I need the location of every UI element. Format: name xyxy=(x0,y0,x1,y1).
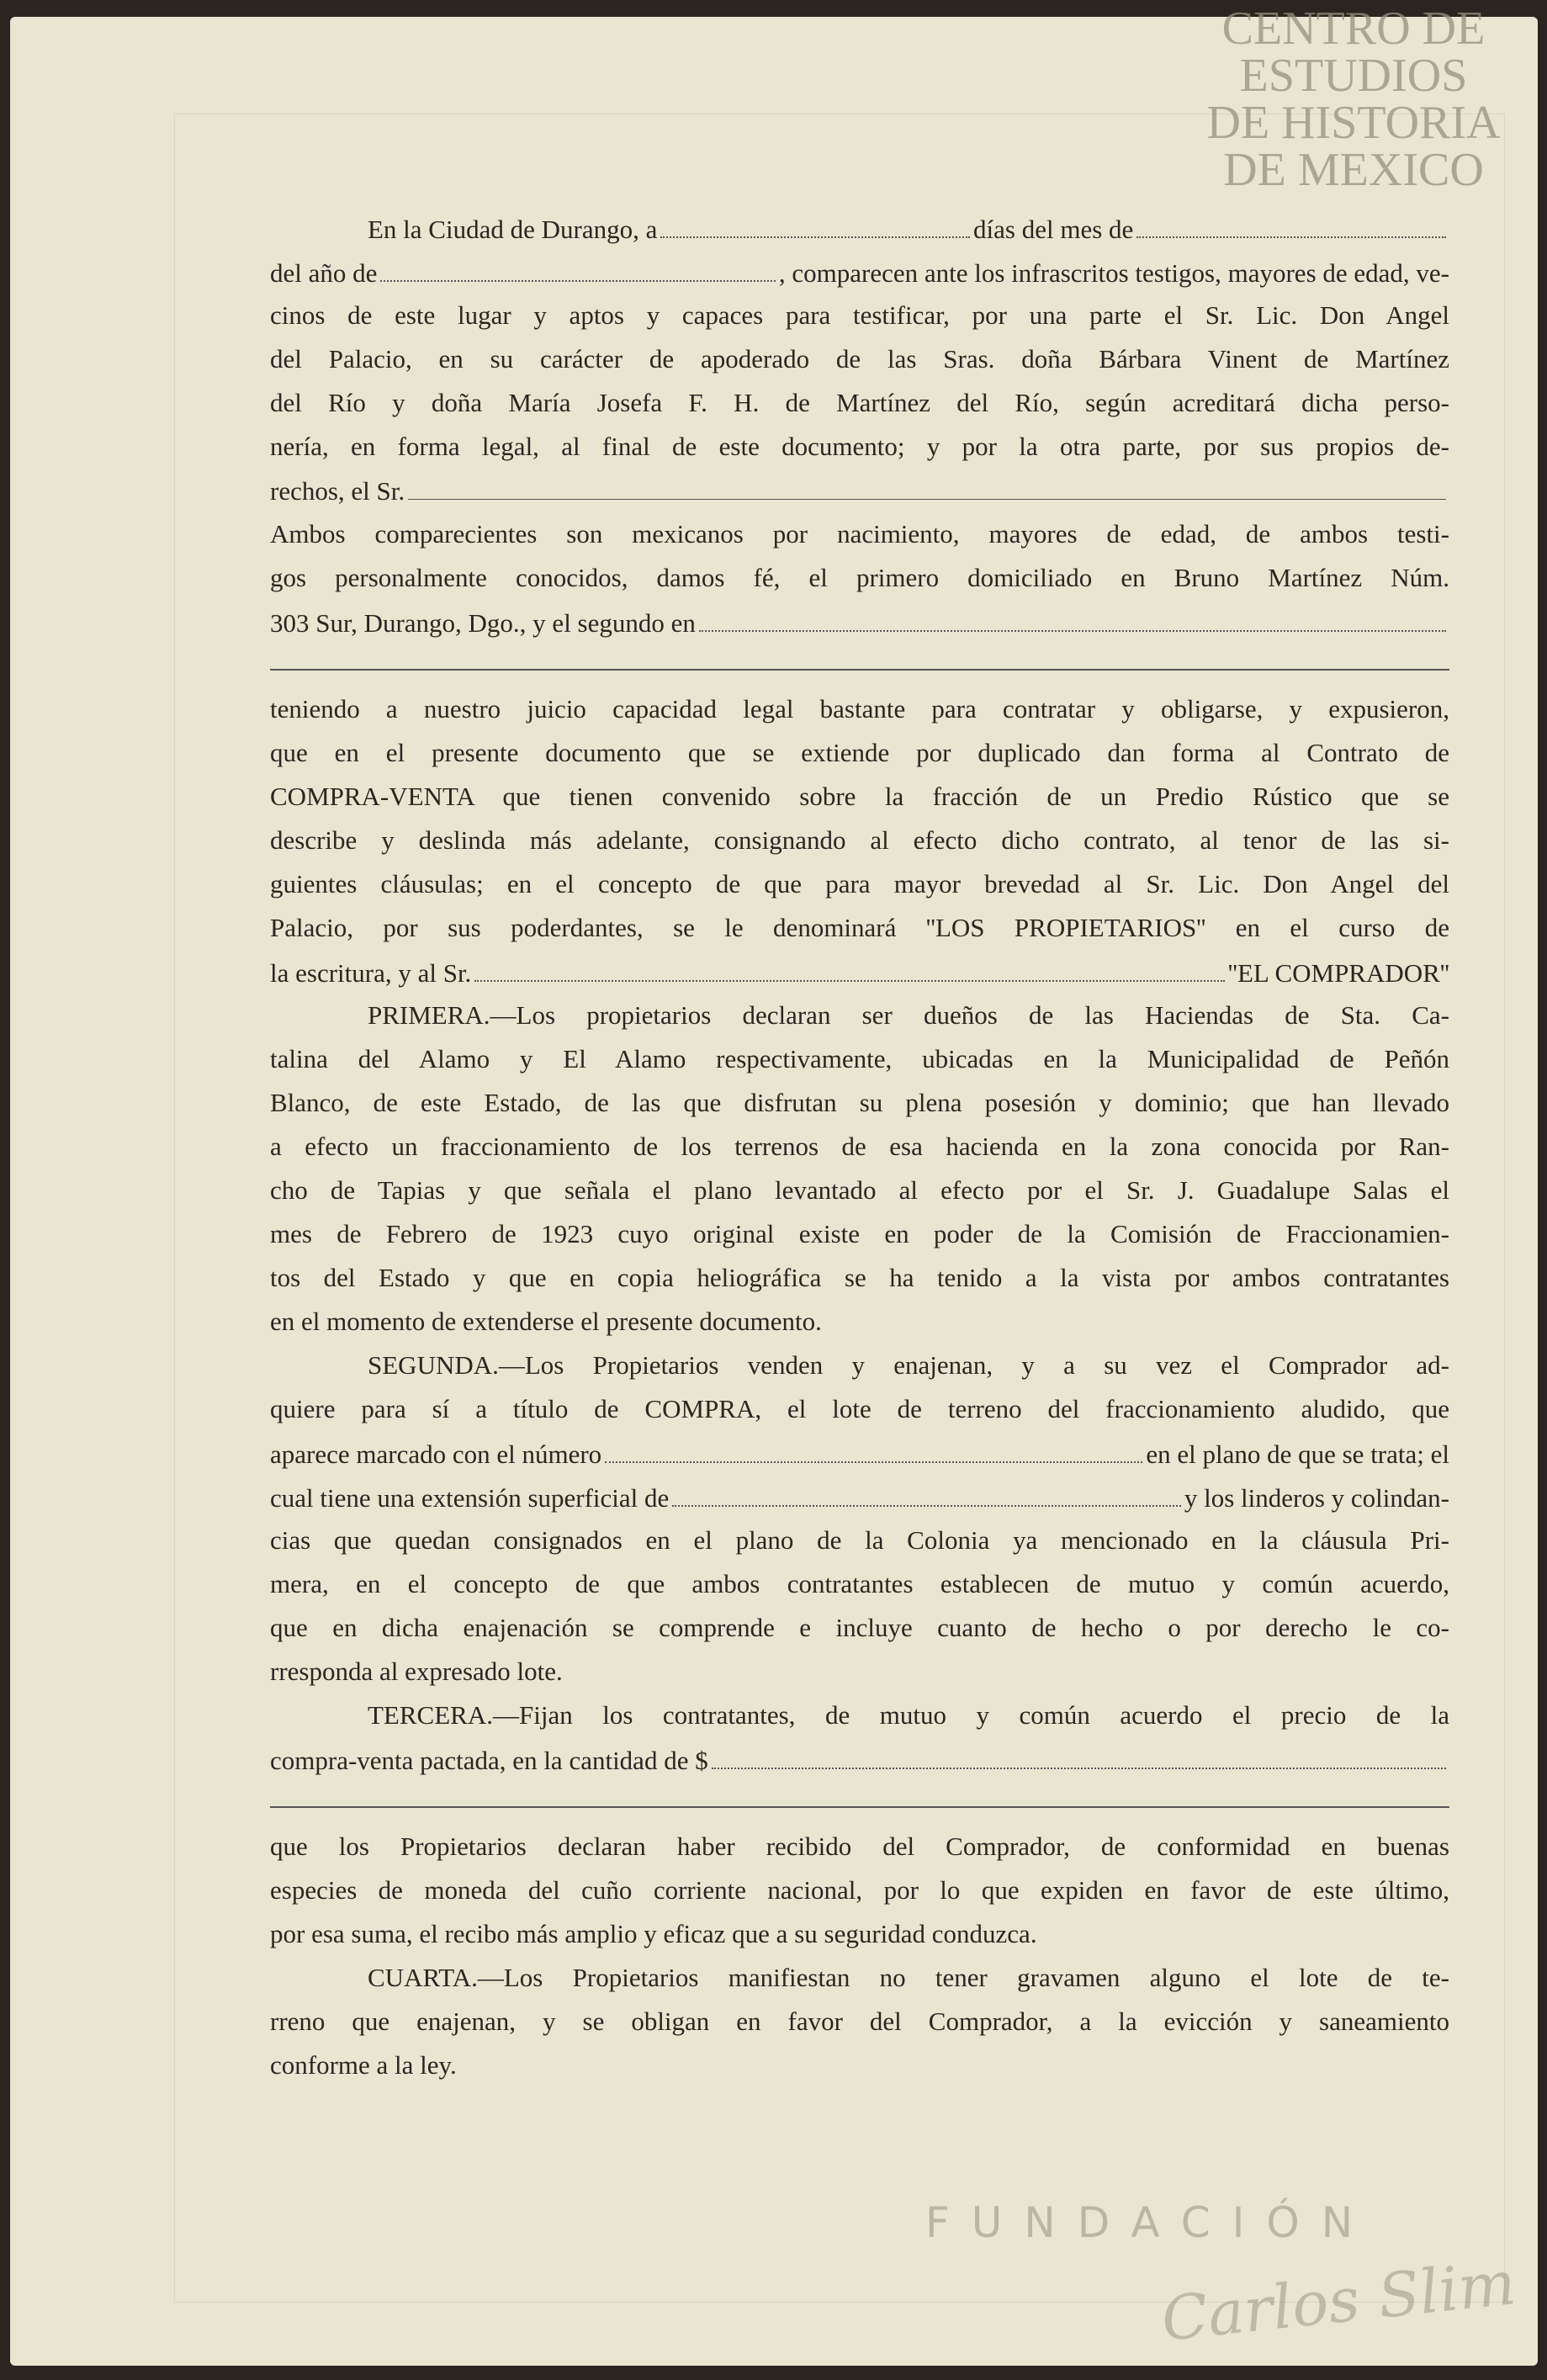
watermark-line: CENTRO DE xyxy=(1221,3,1486,55)
text-line: Ambos comparecientes son mexicanos por nacimiento, mayores de edad, de ambos testi- xyxy=(270,519,1449,549)
text-line: PRIMERA.—Los propietarios declaran ser dueños de las Haciendas de Sta. Ca- xyxy=(368,1000,1449,1030)
text-line: del Palacio, en su carácter de apoderado de las Sras. doña Bárbara Vinent de Martínez xyxy=(270,344,1449,374)
text-line xyxy=(270,950,1449,994)
text-line xyxy=(270,1475,1449,1519)
blank-rule-line xyxy=(270,644,1449,687)
text-line xyxy=(270,250,1449,294)
text-segment: rechos, el Sr. xyxy=(270,476,405,506)
blank-rule-line xyxy=(270,1781,1449,1825)
fill-in-blank xyxy=(1136,206,1446,238)
watermark-signature: Carlos Slim xyxy=(1158,2247,1519,2355)
text-line: mera, en el concepto de que ambos contratantes establecen de mutuo y común acuerdo, xyxy=(270,1569,1449,1598)
text-line: cinos de este lugar y aptos y capaces para testificar, por una parte el Sr. Lic. Don Angel xyxy=(270,300,1449,330)
text-line xyxy=(270,1431,1449,1475)
text-segment: ''EL COMPRADOR'' xyxy=(1227,958,1449,988)
fill-in-blank xyxy=(408,469,1446,500)
text-segment: la escritura, y al Sr. xyxy=(270,958,472,988)
watermark-line: DE MEXICO xyxy=(1223,144,1484,196)
fill-in-blank xyxy=(380,250,776,282)
text-segment: en el plano de que se trata; el xyxy=(1146,1439,1449,1469)
watermark-centro-estudios xyxy=(1185,3,1522,196)
text-segment: días del mes de xyxy=(973,215,1134,244)
fill-in-blank xyxy=(605,1431,1142,1463)
text-line xyxy=(270,469,1449,512)
text-line: gos personalmente conocidos, damos fé, el primero domiciliado en Bruno Martínez Núm. xyxy=(270,563,1449,592)
watermark-line: ESTUDIOS xyxy=(1239,50,1468,102)
text-line xyxy=(270,1737,1449,1781)
text-segment: del año de xyxy=(270,258,378,288)
contract-text xyxy=(270,206,1449,2087)
fill-in-blank xyxy=(672,1475,1181,1507)
text-line: guientes cláusulas; en el concepto de que para mayor brevedad al Sr. Lic. Don Angel del xyxy=(270,869,1449,898)
text-segment: compra-venta pactada, en la cantidad de $ xyxy=(270,1746,708,1775)
text-line: teniendo a nuestro juicio capacidad legal bastante para contratar y obligarse, y expusieron, xyxy=(270,694,1449,724)
text-segment: cual tiene una extensión superficial de xyxy=(270,1483,670,1513)
text-line: conforme a la ley. xyxy=(270,2050,457,2080)
text-line: que los Propietarios declaran haber recibido del Comprador, de conformidad en buenas xyxy=(270,1831,1449,1861)
text-line: Blanco, de este Estado, de las que disfrutan su plena posesión y dominio; que han llevado xyxy=(270,1088,1449,1117)
text-line: Palacio, por sus poderdantes, se le denominará ''LOS PROPIETARIOS'' en el curso de xyxy=(270,913,1449,942)
text-line: TERCERA.—Fijan los contratantes, de mutuo y común acuerdo el precio de la xyxy=(368,1700,1449,1730)
text-line: describe y deslinda más adelante, consignando al efecto dicho contrato, al tenor de las si- xyxy=(270,825,1449,855)
text-segment: En la Ciudad de Durango, a xyxy=(368,215,658,244)
text-segment: , comparecen ante los infrascritos testigos, mayores de edad, ve- xyxy=(778,258,1449,288)
text-line: especies de moneda del cuño corriente nacional, por lo que expiden en favor de este último, xyxy=(270,1875,1449,1905)
text-line: cias que quedan consignados en el plano de la Colonia ya mencionado en la cláusula Pri- xyxy=(270,1525,1449,1555)
text-line: tos del Estado y que en copia heliográfica se ha tenido a la vista por ambos contratantes xyxy=(270,1263,1449,1292)
text-line: en el momento de extenderse el presente documento. xyxy=(270,1307,822,1336)
text-line: nería, en forma legal, al final de este documento; y por la otra parte, por sus propios de- xyxy=(270,432,1449,461)
text-line: mes de Febrero de 1923 cuyo original existe en poder de la Comisión de Fraccionamien- xyxy=(270,1219,1449,1248)
text-line xyxy=(270,600,1449,644)
text-segment: 303 Sur, Durango, Dgo., y el segundo en xyxy=(270,608,696,638)
fill-in-blank xyxy=(712,1737,1446,1769)
text-line xyxy=(270,206,1449,250)
text-line: rreno que enajenan, y se obligan en favor del Comprador, a la evicción y saneamiento xyxy=(270,2006,1449,2036)
watermark-line: DE HISTORIA xyxy=(1206,97,1501,149)
fill-in-blank xyxy=(474,950,1224,982)
text-line: por esa suma, el recibo más amplio y eficaz que a su seguridad conduzca. xyxy=(270,1919,1037,1948)
text-line: a efecto un fraccionamiento de los terrenos de esa hacienda en la zona conocida por Ran- xyxy=(270,1132,1449,1161)
text-line: SEGUNDA.—Los Propietarios venden y enajenan, y a su vez el Comprador ad- xyxy=(368,1350,1449,1380)
text-segment: y los linderos y colindan- xyxy=(1184,1483,1449,1513)
text-line: cho de Tapias y que señala el plano levantado al efecto por el Sr. J. Guadalupe Salas el xyxy=(270,1175,1449,1205)
text-segment: aparece marcado con el número xyxy=(270,1439,602,1469)
text-line: del Río y doña María Josefa F. H. de Martínez del Río, según acreditará dicha perso- xyxy=(270,388,1449,417)
text-line: que en el presente documento que se extiende por duplicado dan forma al Contrato de xyxy=(270,738,1449,767)
text-line: rresponda al expresado lote. xyxy=(270,1656,563,1686)
fill-in-blank xyxy=(699,600,1446,632)
fill-in-blank xyxy=(660,206,970,238)
text-line: talina del Alamo y El Alamo respectivamente, ubicadas en la Municipalidad de Peñón xyxy=(270,1044,1449,1073)
text-line: CUARTA.—Los Propietarios manifiestan no tener gravamen alguno el lote de te- xyxy=(368,1963,1449,1992)
text-line: COMPRA-VENTA que tienen convenido sobre la fracción de un Predio Rústico que se xyxy=(270,782,1449,811)
watermark-fundacion: FUNDACIÓN xyxy=(925,2198,1375,2247)
text-line: que en dicha enajenación se comprende e incluye cuanto de hecho o por derecho le co- xyxy=(270,1613,1449,1642)
text-line: quiere para sí a título de COMPRA, el lote de terreno del fraccionamiento aludido, que xyxy=(270,1394,1449,1423)
